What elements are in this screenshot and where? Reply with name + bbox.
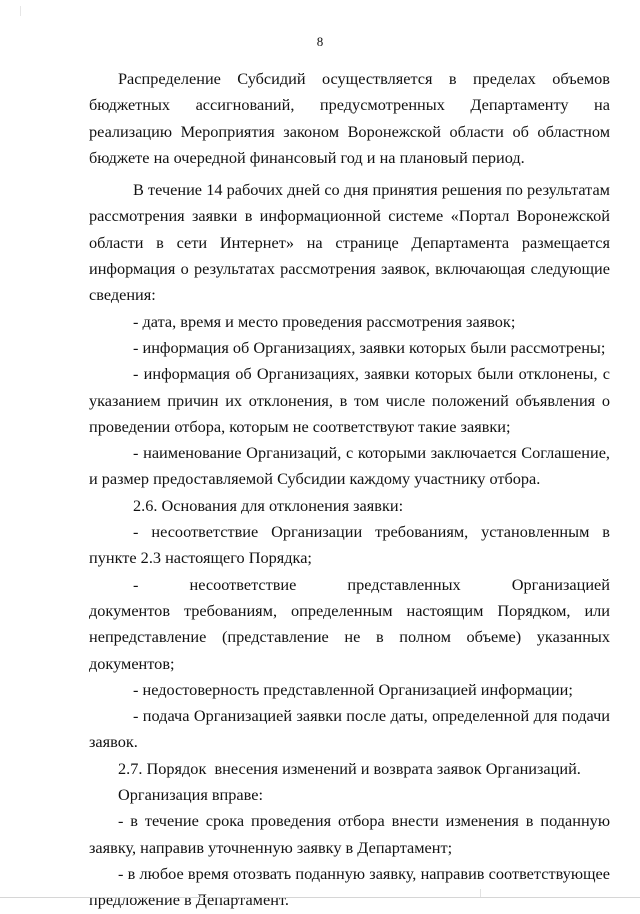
list-item-reviewed-organizations: - информация об Организациях, заявки которых были рассмотрены; — [133, 337, 606, 357]
paragraph-subsidy-distribution: Распределение Субсидий осуществляется в пределах объемов бюджетных ассигнований, предусмотренных Департаменту на реализацию Мероприятия законом Воронежской области об областном бюджете на очередной финансовый год и на плановый период. — [89, 69, 610, 167]
section-heading-rejection-grounds: 2.6. Основания для отклонения заявки: — [133, 495, 404, 515]
section-heading-changes-and-return: 2.7. Порядок внесения изменений и возврата заявок Организаций. — [118, 758, 581, 778]
list-item-withdraw-application: - в любое время отозвать поданную заявку, направив соответствующее предложение в Департамент. — [89, 863, 610, 910]
list-item-late-submission: - подача Организацией заявки после даты, определенной для подачи заявок. — [89, 706, 610, 752]
page-number: 8 — [316, 34, 324, 49]
list-item-documents-mismatch: - несоответствие представленных Организацией документов требованиям, определенным настоящим Порядком, или непредставление (представление не в полном объеме) указанных документов; — [89, 574, 631, 673]
list-item-false-information: - недостоверность представленной Организацией информации; — [133, 679, 573, 699]
paragraph-results-publication: В течение 14 рабочих дней со дня принятия решения по результатам рассмотрения заявки в информационной системе «Портал Воронежской области в сети Интернет» на странице Департамента размещается информация о результатах рассмотрения заявок, включающая следующие сведения: — [89, 180, 610, 305]
list-item-date-time-place: - дата, время и место проведения рассмотрения заявок; — [133, 311, 516, 331]
list-item-requirements-mismatch: - несоответствие Организации требованиям, установленным в пункте 2.3 настоящего Порядка; — [89, 522, 610, 568]
scan-artifact — [20, 6, 21, 16]
paragraph-organization-rights: Организация вправе: — [118, 785, 263, 805]
page-bottom-edge — [0, 897, 640, 898]
document-body — [89, 66, 631, 914]
scan-artifact — [480, 889, 481, 897]
list-item-agreement-organizations: - наименование Организаций, с которыми заключается Соглашение, и размер предоставляемой Субсидии каждому участнику отбора. — [89, 443, 610, 489]
list-item-amend-application: - в течение срока проведения отбора внести изменения в поданную заявку, направив уточненную заявку в Департамент; — [89, 811, 610, 857]
list-item-rejected-organizations: - информация об Организациях, заявки которых были отклонены, с указанием причин их отклонения, в том числе положений объявления о проведении отбора, которым не соответствуют такие заявки; — [89, 364, 610, 436]
